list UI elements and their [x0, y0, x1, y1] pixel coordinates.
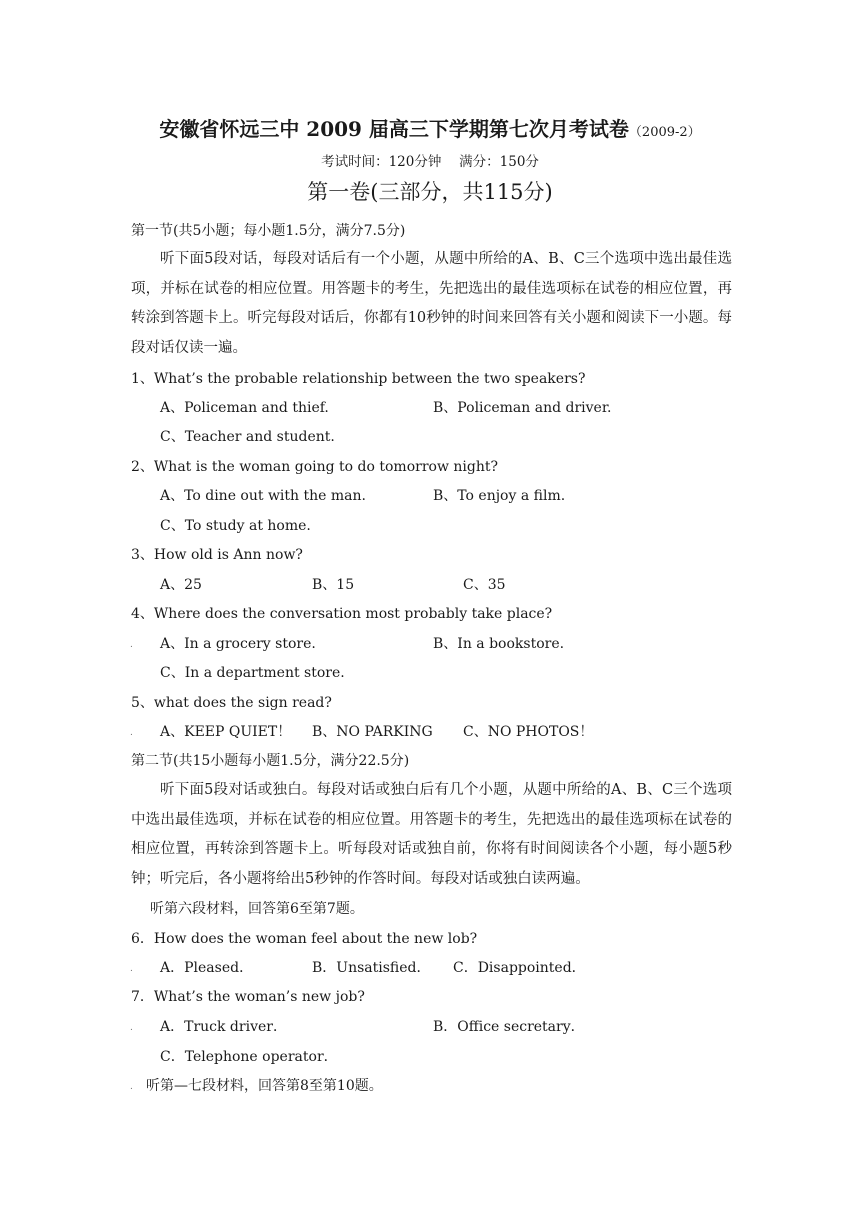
- question-5-option-b: B、NO PARKING: [312, 724, 433, 740]
- listening-cue-6: 听第六段材料，回答第6至第7题。: [150, 901, 364, 917]
- exam-title-date: （2009-2）: [628, 125, 701, 140]
- question-6-option-a: A．Pleased．: [160, 960, 254, 976]
- question-4-stem: 4、Where does the conversation most probably take place?: [131, 606, 553, 622]
- question-5-option-c: C、NO PHOTOS！: [463, 724, 594, 740]
- question-7-option-b: B．Office secretary．: [433, 1019, 585, 1035]
- exam-title-main: 安徽省怀远三中 2009 届高三下学期第七次月考试卷: [159, 117, 629, 141]
- question-5-option-a: A、KEEP QUIET！: [160, 724, 292, 740]
- question-1-option-b: B、Policeman and driver.: [433, 400, 612, 416]
- question-3-stem: 3、How old is Ann now?: [131, 547, 303, 563]
- section1-instructions: 听下面5段对话，每段对话后有一个小题，从题中所给的A、B、C三个选项中选出最佳选项，并标在试卷的相应位置。用答题卡的考生，先把选出的最佳选项标在试卷的相应位置，再转涂到答题卡上。听完每段对话后，你都有10秒钟的时间来回答有关小题和阅读下一小题。每段对话仅读一遍。: [131, 251, 732, 356]
- section2-heading: 第二节(共15小题每小题1.5分，满分22.5分): [131, 753, 410, 769]
- question-7-option-c: C．Telephone operator．: [160, 1049, 338, 1065]
- margin-mark: .: [130, 1023, 133, 1033]
- question-3-option-b: B、15: [312, 577, 355, 593]
- question-4-option-b: B、In a bookstore.: [433, 636, 565, 652]
- question-3-option-a: A、25: [160, 577, 202, 593]
- question-6-option-b: B．Unsatisfied．: [312, 960, 431, 976]
- margin-mark: .: [130, 1082, 133, 1092]
- section1-heading: 第一节(共5小题；每小题1.5分，满分7.5分): [131, 223, 406, 239]
- question-6-option-c: C．Disappointed．: [453, 960, 586, 976]
- question-7-option-a: A．Truck driver．: [160, 1019, 287, 1035]
- question-2-option-a: A、To dine out with the man.: [160, 488, 366, 504]
- question-2-option-c: C、To study at home.: [160, 518, 311, 534]
- question-2-option-b: B、To enjoy a film.: [433, 488, 566, 504]
- question-4-option-c: C、In a department store.: [160, 665, 345, 681]
- question-5-stem: 5、what does the sign read?: [131, 695, 332, 711]
- part-title: 第一卷(三部分，共115分): [307, 180, 553, 204]
- question-2-stem: 2、What is the woman going to do tomorrow night?: [131, 459, 498, 475]
- listening-cue-7: 听第—七段材料，回答第8至第10题。: [146, 1078, 383, 1094]
- margin-mark: .: [130, 640, 133, 650]
- question-1-option-c: C、Teacher and student.: [160, 429, 335, 445]
- exam-time-score: 考试时间：120分钟 满分：150分: [321, 154, 539, 170]
- section2-instructions: 听下面5段对话或独白。每段对话或独白后有几个小题，从题中所给的A、B、C三个选项中选出最佳选项，并标在试卷的相应位置。用答题卡的考生，先把选出的最佳选项标在试卷的相应位置，再转涂到答题卡上。听每段对话或独自前，你将有时间阅读各个小题，每小题5秒钟；听完后，各小题将给出5秒钟的作答时间。每段对话或独白读两遍。: [131, 782, 732, 887]
- question-6-stem: 6．How does the woman feel about the new lob?: [131, 931, 478, 947]
- exam-title: [0, 116, 860, 146]
- question-3-option-c: C、35: [463, 577, 506, 593]
- question-1-option-a: A、Policeman and thief.: [160, 400, 329, 416]
- margin-mark: .: [130, 728, 133, 738]
- question-7-stem: 7．What’s the woman’s new job?: [131, 989, 365, 1005]
- question-1-stem: 1、What’s the probable relationship between the two speakers?: [131, 371, 586, 387]
- margin-mark: .: [130, 964, 133, 974]
- question-4-option-a: A、In a grocery store.: [160, 636, 316, 652]
